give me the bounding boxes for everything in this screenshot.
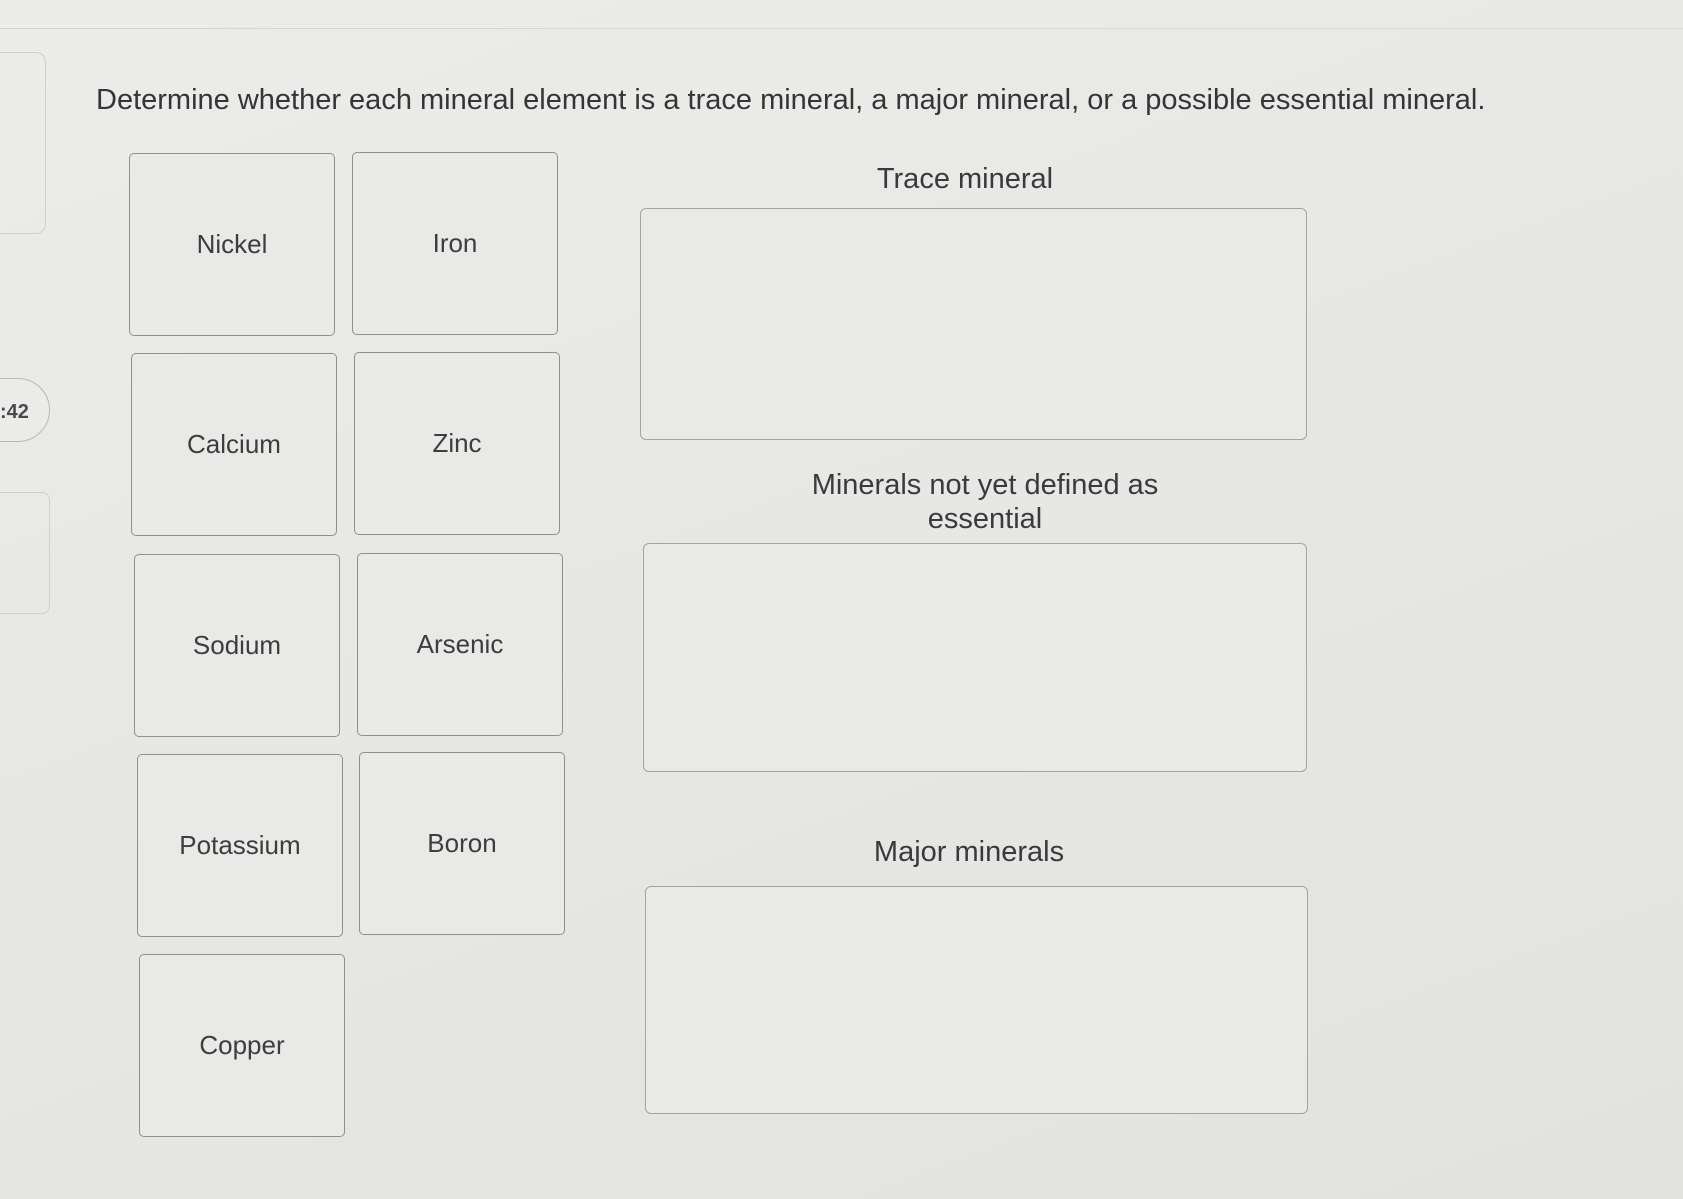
zone-label-trace: Trace mineral [876, 163, 1054, 195]
card-nickel[interactable]: Nickel [129, 153, 335, 336]
top-divider [0, 28, 1683, 29]
timer-text: :42 [0, 401, 29, 423]
zone-label-line2: essential [927, 503, 1043, 535]
drop-zone-trace-mineral[interactable] [640, 208, 1307, 440]
card-calcium[interactable]: Calcium [131, 353, 337, 536]
drop-zone-major-minerals[interactable] [645, 886, 1308, 1114]
side-panel-bottom[interactable] [0, 492, 50, 614]
card-arsenic[interactable]: Arsenic [357, 553, 563, 736]
card-iron[interactable]: Iron [352, 152, 558, 335]
question-prompt: Determine whether each mineral element is a trace mineral, a major mineral, or a possible essential mineral. [96, 84, 1486, 116]
card-sodium[interactable]: Sodium [134, 554, 340, 737]
card-potassium[interactable]: Potassium [137, 754, 343, 937]
zone-label-not-yet-essential [660, 468, 1310, 536]
card-copper[interactable]: Copper [139, 954, 345, 1137]
zone-label-line1: Minerals not yet defined as [811, 469, 1159, 501]
card-boron[interactable]: Boron [359, 752, 565, 935]
zone-label-major: Major minerals [873, 836, 1065, 868]
side-panel-top[interactable] [0, 52, 46, 234]
drop-zone-not-yet-essential[interactable] [643, 543, 1307, 772]
card-zinc[interactable]: Zinc [354, 352, 560, 535]
